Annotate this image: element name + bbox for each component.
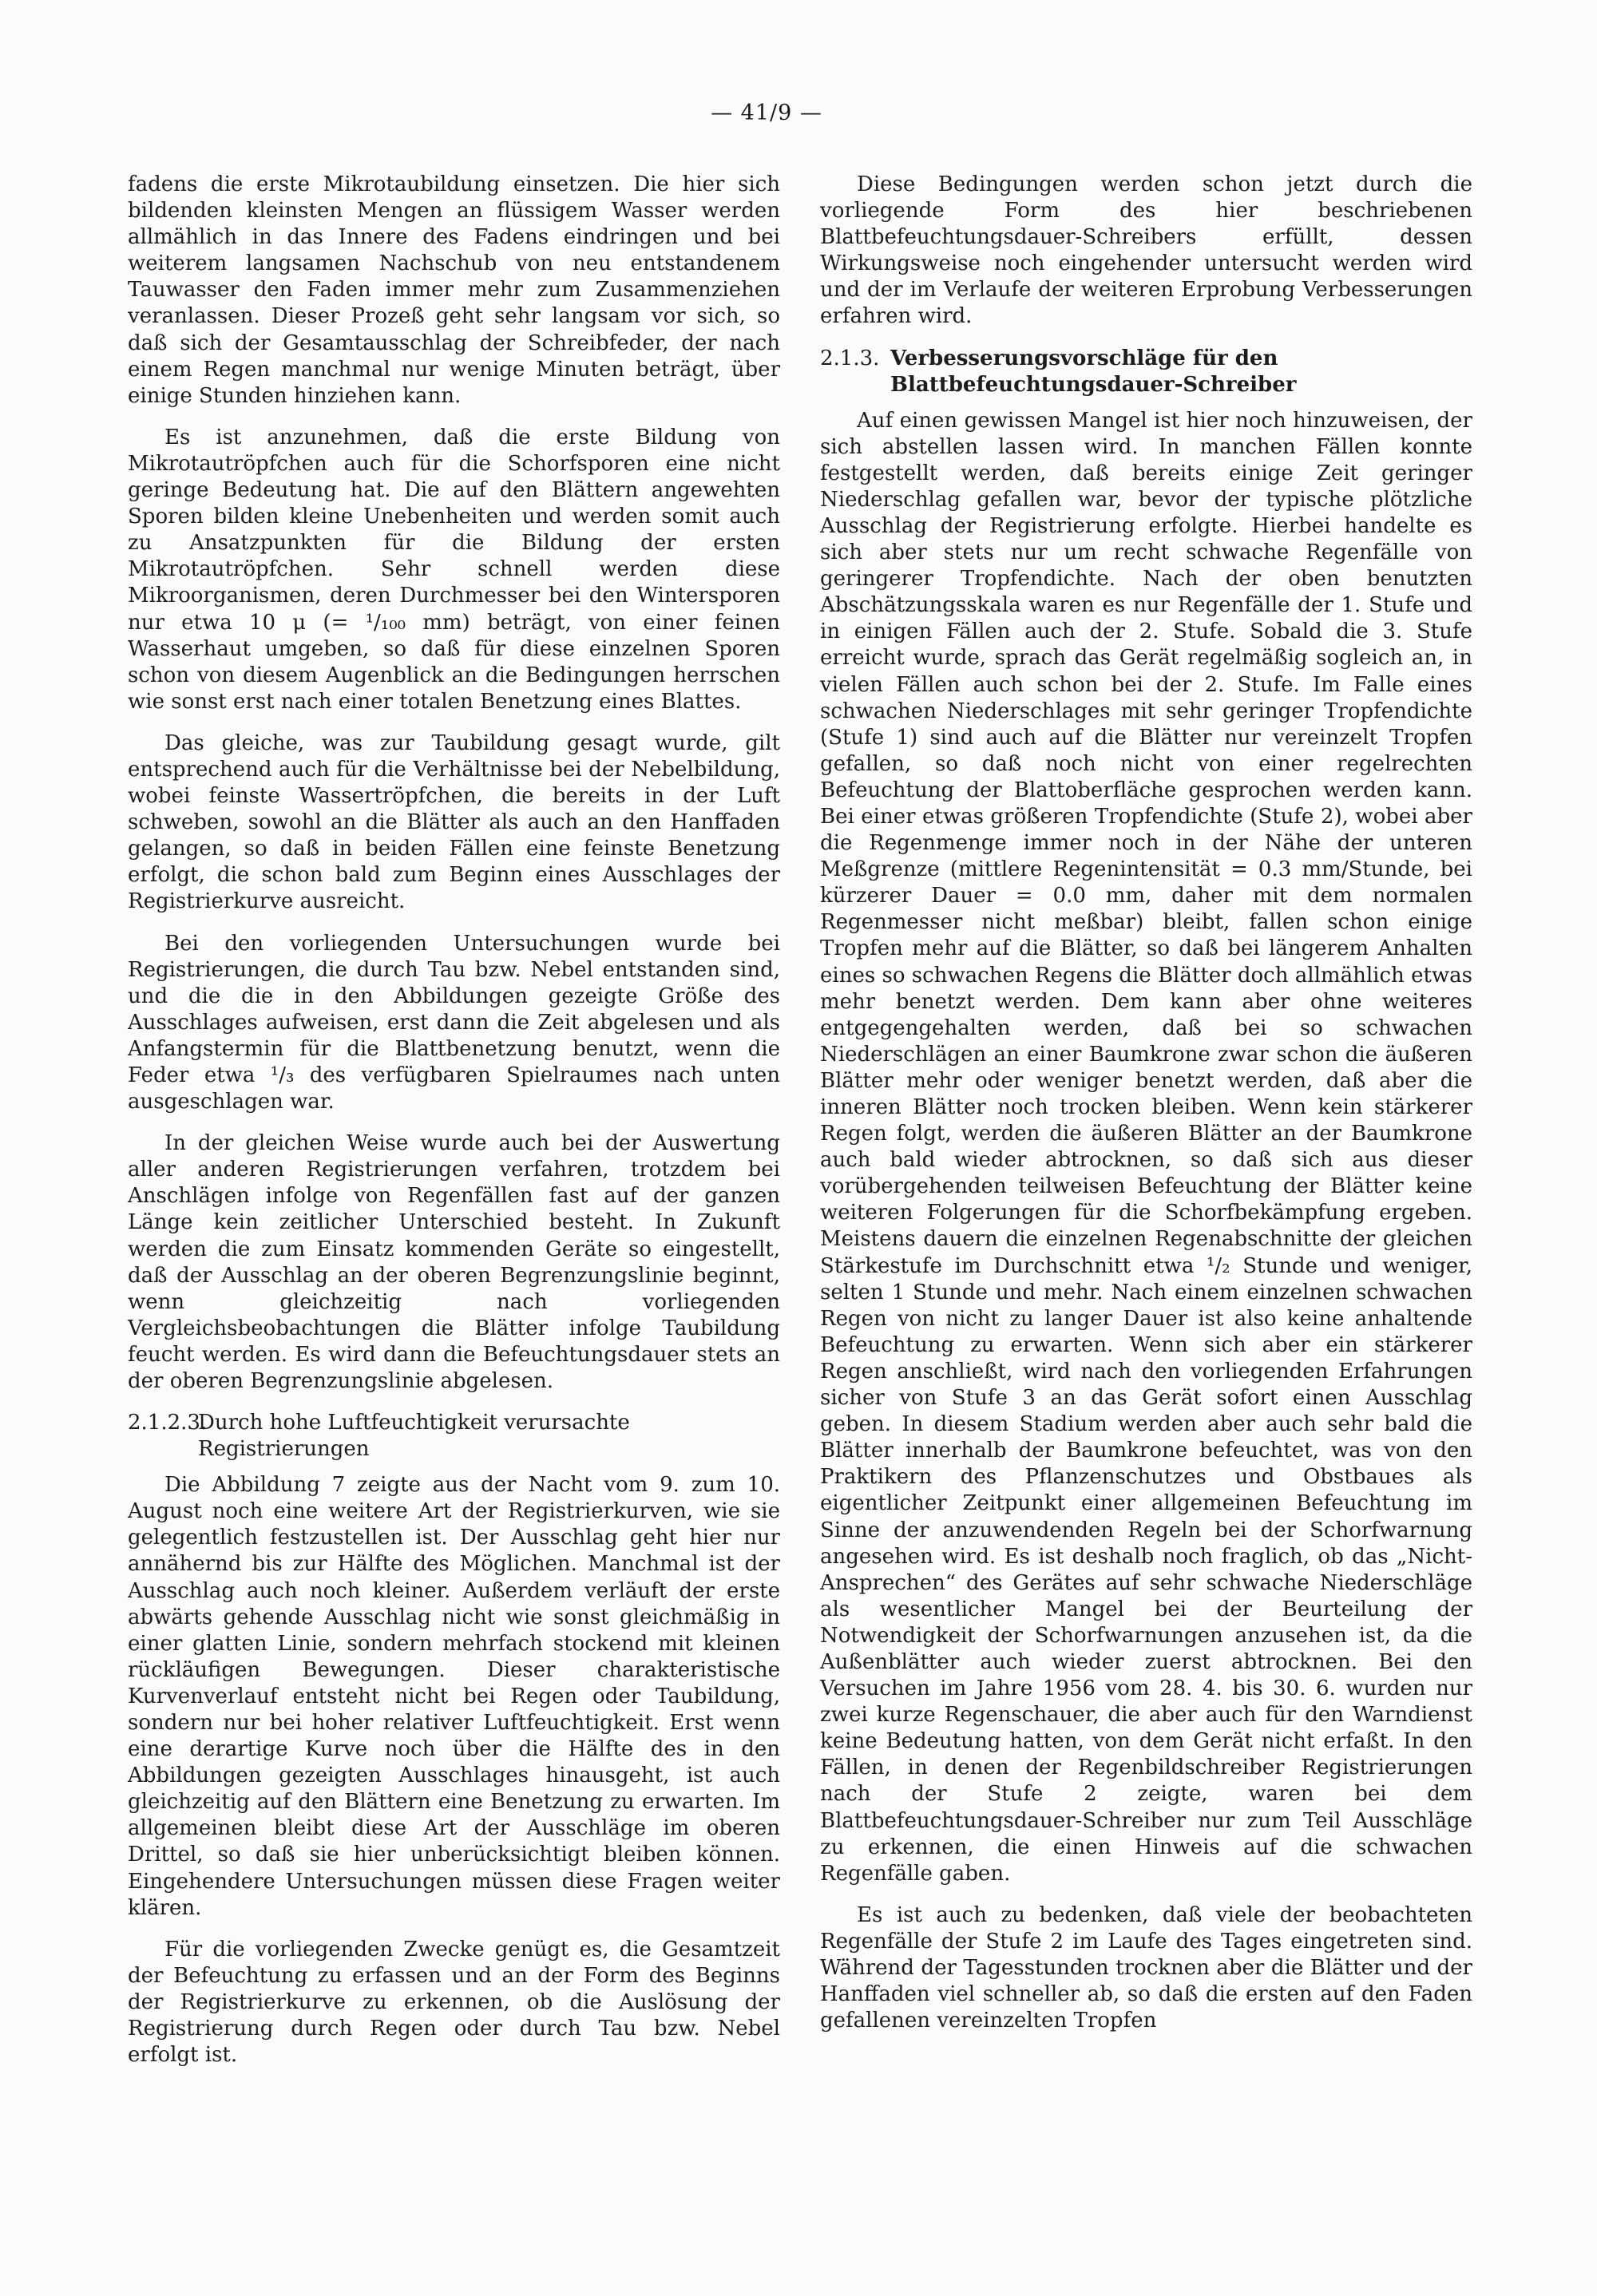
paragraph: fadens die erste Mikrotaubildung einsetzen. Die hier sich bildenden kleinsten Mengen an flüssigem Wasser werden allmählich in das Innere des Fadens eindringen und bei weiterem langsamen Nachschub von neu entstandenem Tauwasser den Faden immer mehr zum Zusammenziehen veranlassen. Dieser Prozeß geht sehr langsam vor sich, so daß sich der Gesamtausschlag der Schreibfeder, der nach einem Regen manchmal nur wenige Minuten beträgt, über einige Stunden hinziehen kann. xyxy=(128,172,780,408)
section-title: Verbesserungsvorschläge für den Blattbefeuchtungsdauer-Schreiber xyxy=(890,346,1297,397)
paragraph: Die Abbildung 7 zeigte aus der Nacht vom 9. zum 10. August noch eine weitere Art der Registrierkurven, wie sie gelegentlich festzustellen ist. Der Ausschlag geht hier nur annähernd bis zur Hälfte des Möglichen. Manchmal ist der Ausschlag auch noch kleiner. Außerdem verläuft der erste abwärts gehende Ausschlag nicht wie sonst gleichmäßig in einer glatten Linie, sondern mehrfach stockend mit kleinen rückläufigen Bewegungen. Dieser charakteristische Kurvenverlauf entsteht nicht bei Regen oder Taubildung, sondern nur bei hoher relativer Luftfeuchtigkeit. Erst wenn eine derartige Kurve noch über die Hälfte des in den Abbildungen gezeigten Ausschlages hinausgeht, ist auch gleichzeitig auf den Blättern eine Benetzung zu erwarten. Im allgemeinen bleibt diese Art der Ausschläge im oberen Drittel, so daß sie hier unberücksichtigt bleiben können. Eingehendere Untersuchungen müssen diese Fragen weiter klären. xyxy=(128,1473,780,1920)
left-column xyxy=(128,172,780,2084)
right-column xyxy=(820,172,1472,2049)
paragraph: Für die vorliegenden Zwecke genügt es, die Gesamtzeit der Befeuchtung zu erfassen und an der Form des Beginns der Registrierkurve zu erkennen, ob die Auslösung der Registrierung durch Regen oder durch Tau bzw. Nebel erfolgt ist. xyxy=(128,1937,780,2068)
paragraph: Bei den vorliegenden Untersuchungen wurde bei Registrierungen, die durch Tau bzw. Nebel entstanden sind, und die die in den Abbildungen gezeigte Größe des Ausschlages aufweisen, erst dann die Zeit abgelesen und als Anfangstermin für die Blattbenetzung benutzt, wenn die Feder etwa ¹/₃ des verfügbaren Spielraumes nach unten ausgeschlagen war. xyxy=(128,931,780,1114)
section-number: 2.1.3. xyxy=(820,346,880,370)
paragraph: Auf einen gewissen Mangel ist hier noch hinzuweisen, der sich abstellen lassen wird. In manchen Fällen konnte festgestellt werden, daß bereits einige Zeit geringer Niederschlag gefallen war, bevor der typische plötzliche Ausschlag der Registrierung erfolgte. Hierbei handelte es sich aber stets nur um recht schwache Regenfälle von geringerer Tropfendichte. Nach der oben benutzten Abschätzungsskala waren es nur Regenfälle der 1. Stufe und in einigen Fällen auch der 2. Stufe. Sobald die 3. Stufe erreicht wurde, sprach das Gerät regelmäßig sogleich an, in vielen Fällen auch schon bei der 2. Stufe. Im Falle eines schwachen Niederschlages mit sehr geringer Tropfendichte (Stufe 1) sind auch auf die Blätter nur vereinzelt Tropfen gefallen, so daß noch nicht von einer regelrechten Befeuchtung der Blattoberfläche gesprochen werden kann. Bei einer etwas größeren Tropfendichte (Stufe 2), wobei aber die Regenmenge immer noch in der Nähe der unteren Meßgrenze (mittlere Regenintensität = 0.3 mm/Stunde, bei kürzerer Dauer = 0.0 mm, daher mit dem normalen Regenmesser nicht meßbar) bleibt, fallen schon einige Tropfen mehr auf die Blätter, so daß bei längerem Anhalten eines so schwachen Regens die Blätter doch allmählich etwas mehr benetzt werden. Dem kann aber ohne weiteres entgegengehalten werden, daß bei so schwachen Niederschlägen an einer Baumkrone zwar schon die äußeren Blätter mehr oder weniger benetzt werden, daß aber die inneren Blätter noch trocken bleiben. Wenn kein stärkerer Regen folgt, werden die äußeren Blätter an der Baumkrone auch bald wieder abtrocknen, so daß sich aus dieser vorübergehenden teilweisen Befeuchtung der Blätter keine weiteren Folgerungen für die Schorfbekämpfung ergeben. Meistens dauern die einzelnen Regenabschnitte der gleichen Stärkestufe im Durchschnitt etwa ¹/₂ Stunde und weniger, selten 1 Stunde und mehr. Nach einem einzelnen schwachen Regen von nicht zu langer Dauer ist also keine anhaltende Befeuchtung zu erwarten. Wenn sich aber ein stärkerer Regen anschließt, wird nach den vorliegenden Erfahrungen sicher von Stufe 3 an das Gerät sofort einen Ausschlag geben. In diesem Stadium werden aber auch sehr bald die Blätter innerhalb der Baumkrone befeuchtet, was von den Praktikern des Pflanzenschutzes und Obstbaues als eigentlicher Zeitpunkt einer allgemeinen Befeuchtung im Sinne der anzuwendenden Regeln bei der Schorfwarnung angesehen wird. Es ist deshalb noch fraglich, ob das „Nicht-Ansprechen“ des Gerätes auf sehr schwache Niederschläge als wesentlicher Mangel bei der Beurteilung der Notwendigkeit der Schorfwarnungen anzusehen ist, da die Außenblätter auch wieder zuerst abtrocknen. Bei den Versuchen im Jahre 1956 vom 28. 4. bis 30. 6. wurden nur zwei kurze Regenschauer, die aber auch für den Warndienst keine Bedeutung hatten, von dem Gerät nicht erfaßt. In den Fällen, in denen der Regenbildschreiber Registrierungen nach der Stufe 2 zeigte, waren bei dem Blattbefeuchtungsdauer-Schreiber nur zum Teil Ausschläge zu erkennen, die einen Hinweis auf die schwachen Regenfälle gaben. xyxy=(820,408,1472,1886)
section-title: Durch hohe Luftfeuchtigkeit verursachte Registrierungen xyxy=(198,1411,630,1462)
paragraph: Es ist anzunehmen, daß die erste Bildung von Mikrotautröpfchen auch für die Schorfsporen eine nicht geringe Bedeutung hat. Die auf den Blättern angewehten Sporen bilden kleine Unebenheiten und werden somit auch zu Ansatzpunkten für die Bildung der ersten Mikrotautröpfchen. Sehr schnell werden diese Mikroorganismen, deren Durchmesser bei den Wintersporen nur etwa 10 μ (= ¹/₁₀₀ mm) beträgt, von einer feinen Wasserhaut umgeben, so daß für diese einzelnen Sporen schon von diesem Augenblick an die Bedingungen herrschen wie sonst erst nach einer totalen Benetzung eines Blattes. xyxy=(128,425,780,714)
page-number: — 41/9 — xyxy=(711,101,822,125)
paragraph: In der gleichen Weise wurde auch bei der Auswertung aller anderen Registrierungen verfahren, trotzdem bei Anschlägen infolge von Regenfällen fast auf der ganzen Länge kein zeitlicher Unterschied besteht. In Zukunft werden die zum Einsatz kommenden Geräte so eingestellt, daß der Ausschlag an der oberen Begrenzungslinie beginnt, wenn gleichzeitig nach vorliegenden Vergleichsbeobachtungen die Blätter infolge Taubildung feucht werden. Es wird dann die Befeuchtungsdauer stets an der oberen Begrenzungslinie abgelesen. xyxy=(128,1131,780,1394)
section-heading xyxy=(128,1410,780,1463)
section-heading xyxy=(820,346,1472,398)
section-number: 2.1.2.3. xyxy=(128,1411,208,1435)
paragraph: Diese Bedingungen werden schon jetzt durch die vorliegende Form des hier beschriebenen Blattbefeuchtungsdauer-Schreibers erfüllt, dessen Wirkungsweise noch eingehender untersucht werden wird und der im Verlaufe der weiteren Erprobung Verbesserungen erfahren wird. xyxy=(820,172,1472,329)
paragraph: Es ist auch zu bedenken, daß viele der beobachteten Regenfälle der Stufe 2 im Laufe des Tages eingetreten sind. Während der Tagesstunden trocknen aber die Blätter und der Hanffaden viel schneller ab, so daß die ersten auf den Faden gefallenen vereinzelten Tropfen xyxy=(820,1902,1472,2033)
paragraph: Das gleiche, was zur Taubildung gesagt wurde, gilt entsprechend auch für die Verhältnisse bei der Nebelbildung, wobei feinste Wassertröpfchen, die bereits in der Luft schweben, sowohl an die Blätter als auch an den Hanffaden gelangen, so daß in beiden Fällen eine feinste Benetzung erfolgt, die schon bald zum Beginn eines Ausschlages der Registrierkurve ausreicht. xyxy=(128,730,780,914)
